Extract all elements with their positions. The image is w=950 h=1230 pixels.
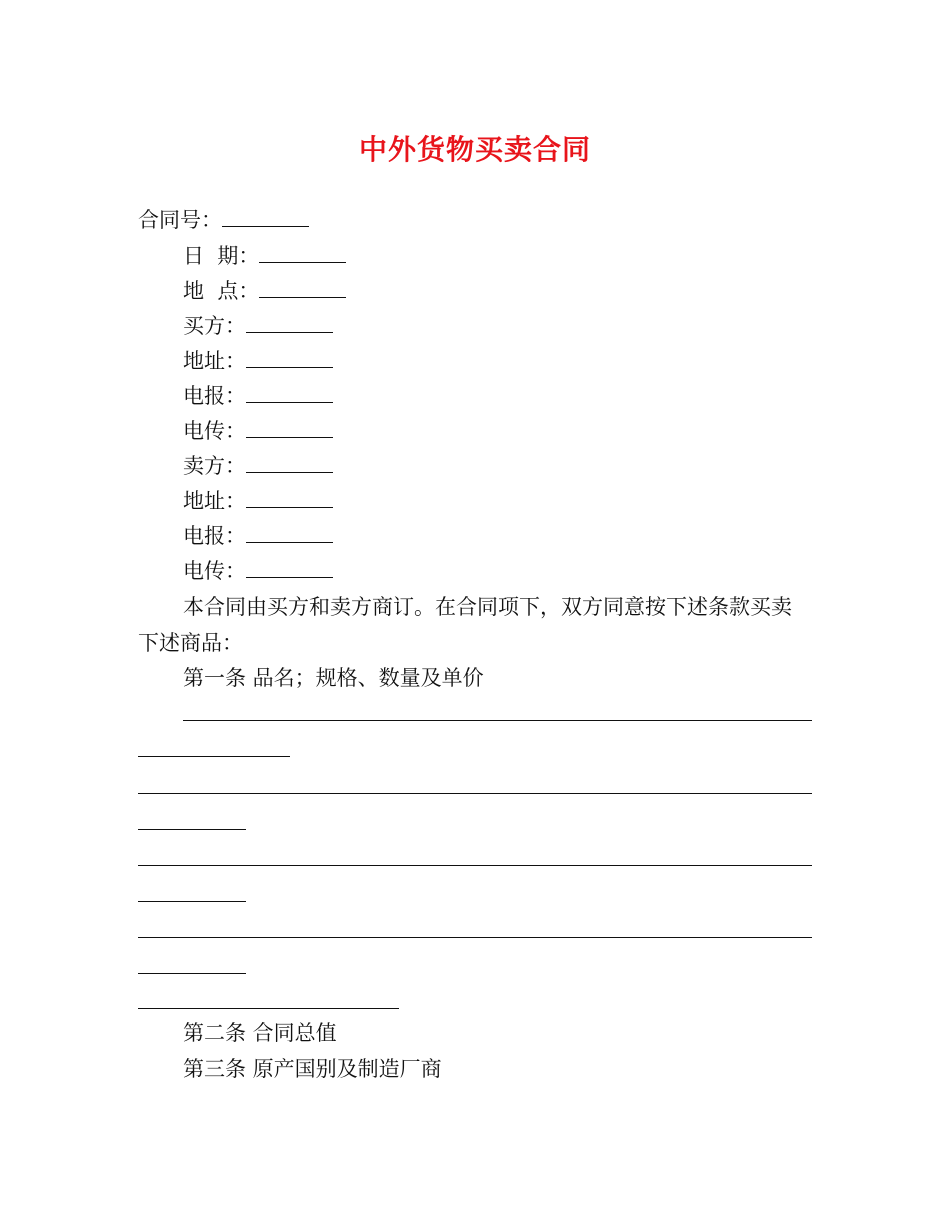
field-seller-address bbox=[183, 488, 333, 514]
fill-in-rule[interactable] bbox=[138, 865, 812, 866]
fill-in-rule[interactable] bbox=[138, 937, 812, 938]
field-label: 电报： bbox=[183, 384, 246, 408]
fill-in-rule[interactable] bbox=[138, 901, 246, 902]
article-1-heading: 第一条 品名；规格、数量及单价 bbox=[183, 666, 484, 690]
blank-line[interactable] bbox=[246, 314, 333, 333]
field-label: 日 期： bbox=[183, 244, 260, 268]
field-label: 电报： bbox=[183, 524, 246, 548]
fill-in-rule[interactable] bbox=[138, 1008, 399, 1009]
intro-paragraph-line2: 下述商品： bbox=[138, 631, 243, 655]
field-seller bbox=[183, 453, 333, 479]
field-buyer-telegram bbox=[183, 383, 333, 409]
field-label: 地址： bbox=[183, 489, 246, 513]
fill-in-rule[interactable] bbox=[138, 756, 290, 757]
blank-line[interactable] bbox=[246, 524, 333, 543]
fill-in-rule[interactable] bbox=[138, 973, 246, 974]
blank-line[interactable] bbox=[222, 208, 309, 227]
field-label: 地址： bbox=[183, 349, 246, 373]
field-buyer-telex bbox=[183, 418, 333, 444]
blank-line[interactable] bbox=[246, 489, 333, 508]
field-label: 合同号： bbox=[138, 208, 222, 232]
field-label: 电传： bbox=[183, 419, 246, 443]
field-label: 电传： bbox=[183, 559, 246, 583]
field-label: 卖方： bbox=[183, 454, 246, 478]
field-seller-telegram bbox=[183, 523, 333, 549]
field-place bbox=[183, 278, 346, 304]
intro-paragraph-line1: 本合同由买方和卖方商订。在合同项下，双方同意按下述条款买卖 bbox=[183, 595, 792, 619]
field-buyer-address bbox=[183, 348, 333, 374]
field-buyer bbox=[183, 313, 333, 339]
blank-line[interactable] bbox=[246, 384, 333, 403]
article-2-heading: 第二条 合同总值 bbox=[183, 1021, 337, 1045]
fill-in-rule[interactable] bbox=[183, 720, 812, 721]
fill-in-rule[interactable] bbox=[138, 793, 812, 794]
field-label: 地 点： bbox=[183, 279, 260, 303]
blank-line[interactable] bbox=[259, 279, 346, 298]
blank-line[interactable] bbox=[246, 419, 333, 438]
blank-line[interactable] bbox=[246, 349, 333, 368]
field-contract-no bbox=[138, 207, 309, 233]
field-label: 买方： bbox=[183, 314, 246, 338]
field-seller-telex bbox=[183, 558, 333, 584]
blank-line[interactable] bbox=[246, 559, 333, 578]
fill-in-rule[interactable] bbox=[138, 829, 246, 830]
blank-line[interactable] bbox=[246, 454, 333, 473]
article-3-heading: 第三条 原产国别及制造厂商 bbox=[183, 1057, 442, 1081]
blank-line[interactable] bbox=[259, 244, 346, 263]
field-date bbox=[183, 243, 346, 269]
document-title: 中外货物买卖合同 bbox=[358, 133, 591, 166]
